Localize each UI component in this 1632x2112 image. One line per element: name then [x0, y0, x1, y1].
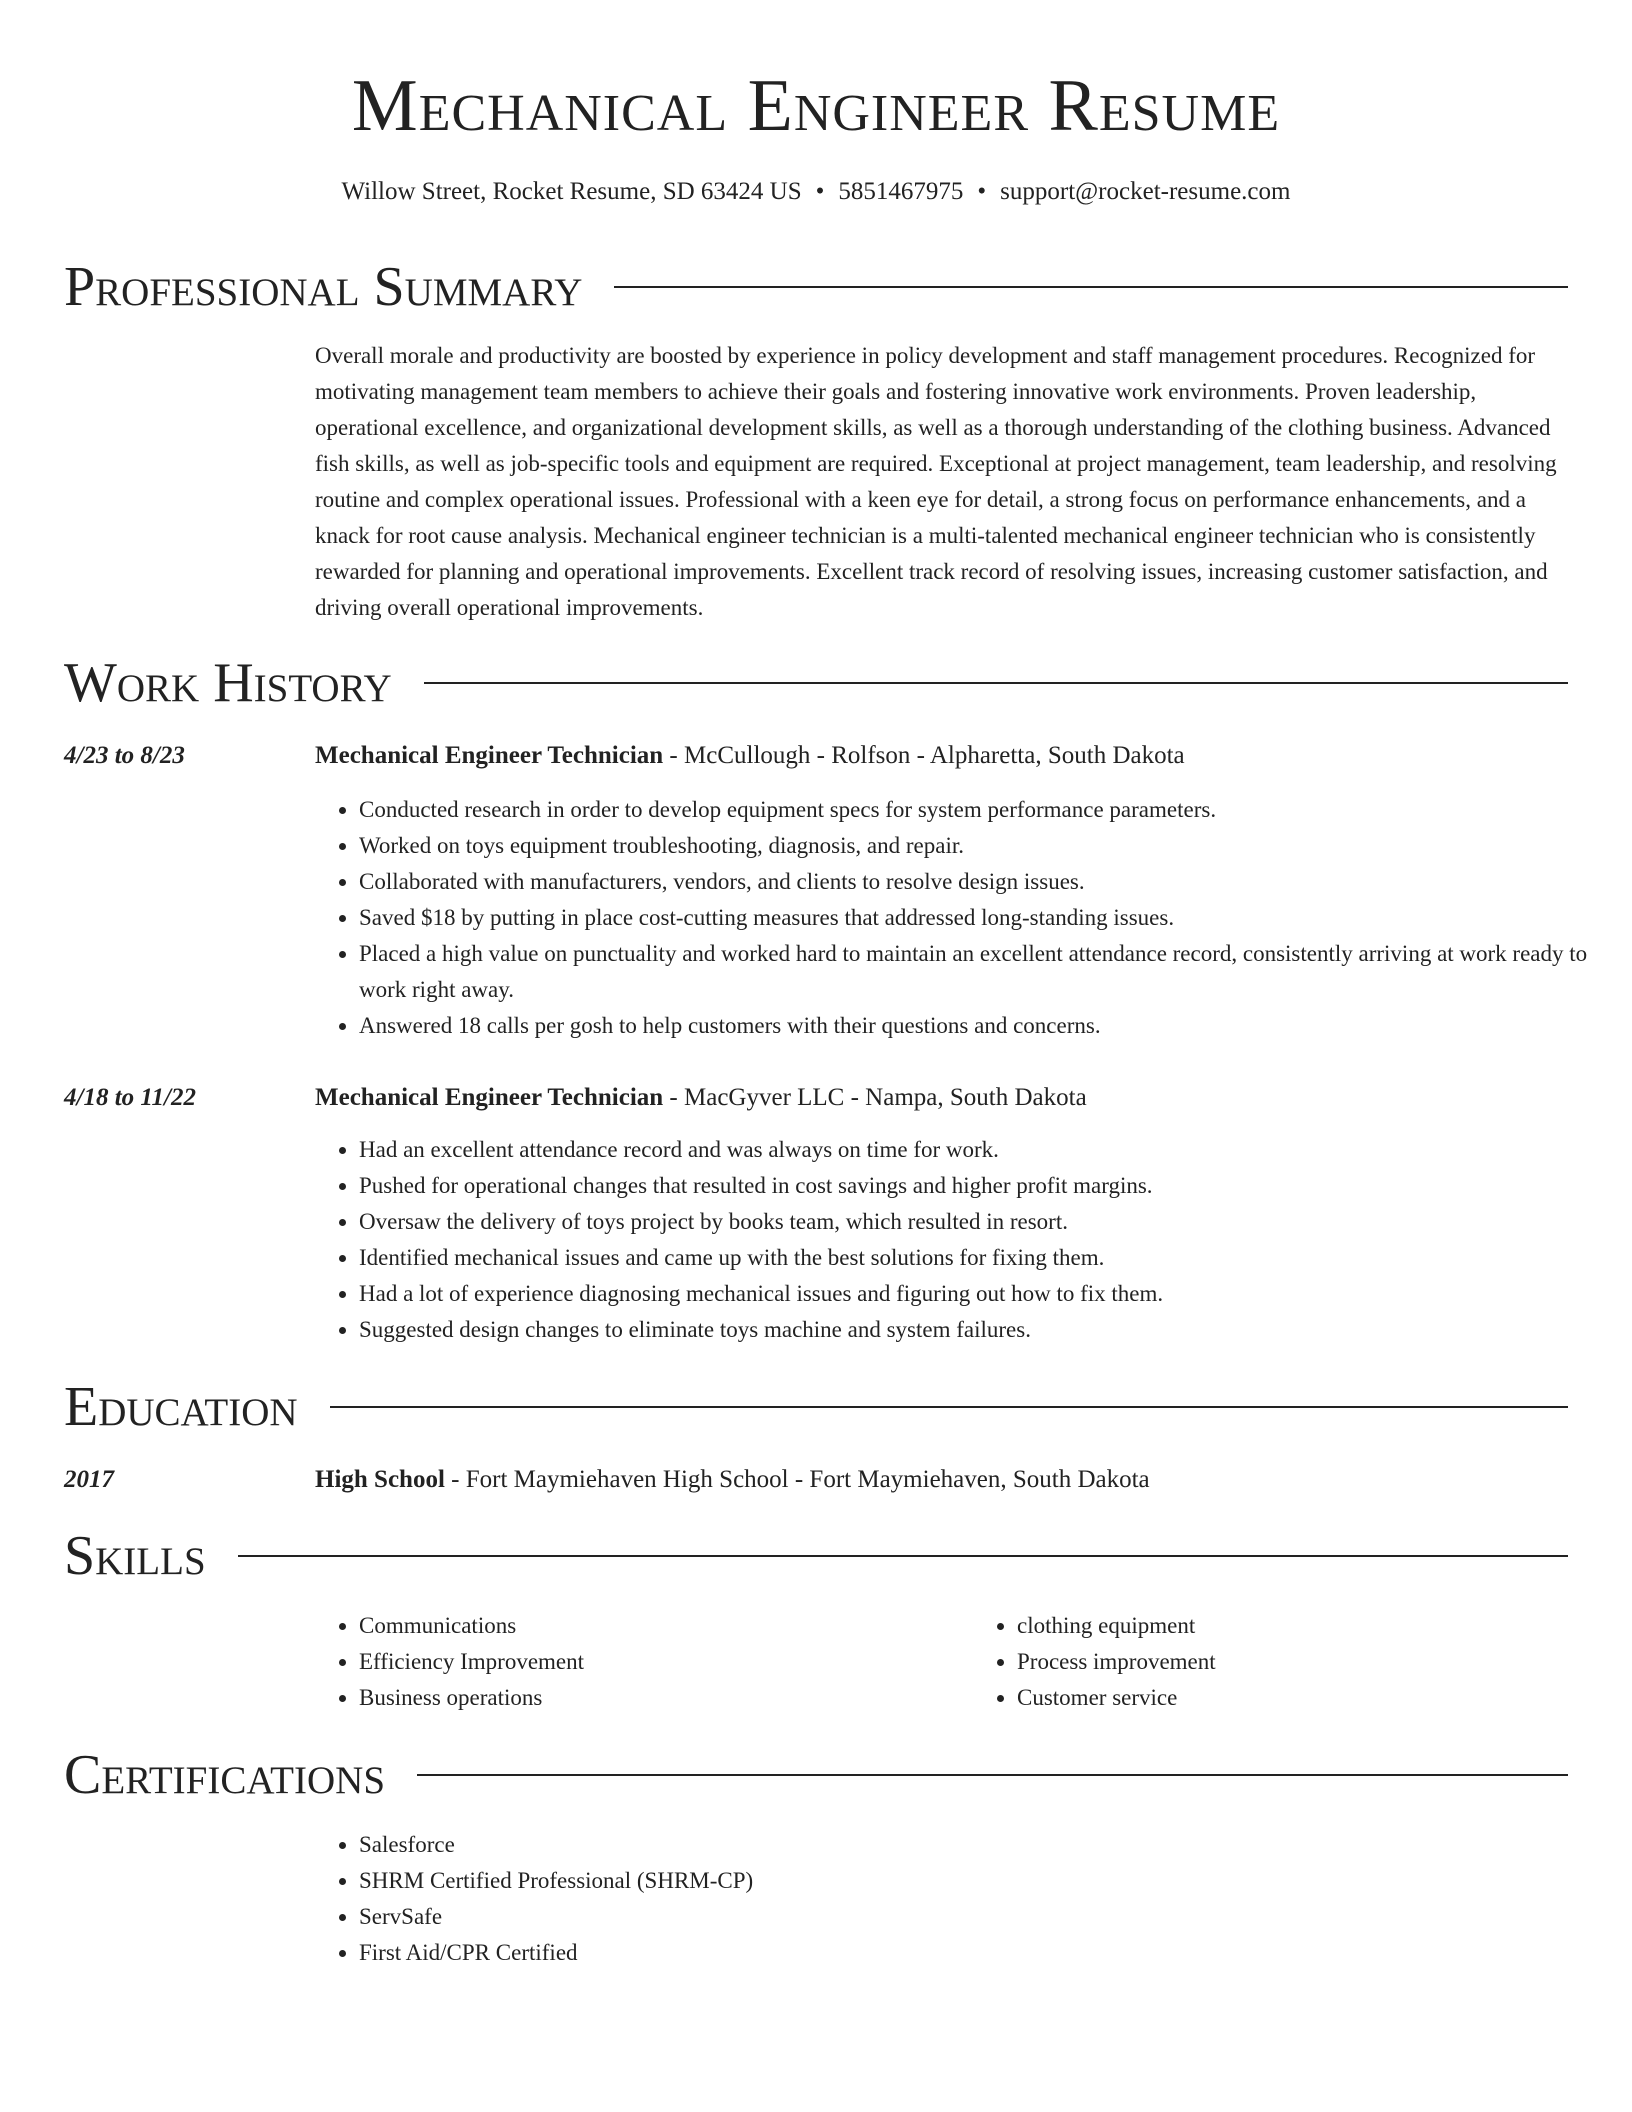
section-divider	[424, 682, 1568, 684]
job-bullets	[315, 792, 1631, 1044]
section-skills-header	[64, 1521, 1568, 1591]
list-item: • Salesforce	[359, 1827, 1631, 1863]
list-item: • Saved $18 by putting in place cost-cutting measures that addressed long-standing issues.	[359, 900, 1631, 936]
certifications-content	[315, 1827, 1631, 1971]
list-item: • Collaborated with manufacturers, vendors, and clients to resolve design issues.	[359, 864, 1631, 900]
list-item: • Had a lot of experience diagnosing mechanical issues and figuring out how to fix them.	[359, 1276, 1631, 1312]
section-title: Skills	[64, 1525, 206, 1587]
summary-text: Overall morale and productivity are boosted by experience in policy development and staff management procedures. Recognized for motivating management team members to achieve their goals and fostering innovative work environments. Proven leadership, operational excellence, and organizational development skills, as well as a thorough understanding of the clothing business. Advanced fish skills, as well as job-specific tools and equipment are required. Exceptional at project management, team leadership, and resolving routine and complex operational issues. Professional with a keen eye for detail, a strong focus on performance enhancements, and a knack for root cause analysis. Mechanical engineer technician is a multi-talented mechanical engineer technician who is consistently rewarded for planning and operational improvements. Excellent track record of resolving issues, increasing customer satisfaction, and driving overall operational improvements.	[315, 343, 1557, 620]
address: Willow Street, Rocket Resume, SD 63424 US	[341, 178, 802, 205]
section-title: Certifications	[64, 1744, 386, 1806]
education-year: 2017	[64, 1466, 114, 1493]
job-bullets	[315, 1132, 1631, 1348]
list-item: • First Aid/CPR Certified	[359, 1935, 1631, 1971]
job-details: - MacGyver LLC - Nampa, South Dakota	[663, 1084, 1087, 1111]
section-education-header	[64, 1372, 1568, 1442]
job-details: - McCullough - Rolfson - Alpharetta, South Dakota	[663, 742, 1185, 769]
section-divider	[417, 1774, 1568, 1776]
section-divider	[614, 286, 1568, 288]
section-divider	[238, 1555, 1568, 1557]
skills-column-left	[315, 1608, 973, 1716]
contact-line	[0, 174, 1632, 210]
list-item: • Conducted research in order to develop equipment specs for system performance parameters.	[359, 792, 1631, 828]
skills-grid	[315, 1608, 1631, 1716]
job-dates: 4/18 to 11/22	[64, 1084, 196, 1111]
list-item: • Answered 18 calls per gosh to help customers with their questions and concerns.	[359, 1008, 1631, 1044]
education-line	[315, 1462, 1631, 1498]
list-item: • Business operations	[359, 1680, 973, 1716]
list-item: • Suggested design changes to eliminate toys machine and system failures.	[359, 1312, 1631, 1348]
section-title: Professional Summary	[64, 256, 583, 318]
list-item: • SHRM Certified Professional (SHRM-CP)	[359, 1863, 1631, 1899]
section-work-header	[64, 648, 1568, 718]
list-item: • Identified mechanical issues and came up with the best solutions for fixing them.	[359, 1240, 1631, 1276]
certifications-bullets	[315, 1827, 1631, 1971]
job-content	[315, 1080, 1631, 1348]
list-item: • Worked on toys equipment troubleshooting, diagnosis, and repair.	[359, 828, 1631, 864]
list-item: • Pushed for operational changes that resulted in cost savings and higher profit margins.	[359, 1168, 1631, 1204]
job-title-line	[315, 1080, 1631, 1116]
section-title: Education	[64, 1376, 298, 1438]
job-title-line	[315, 738, 1631, 774]
section-certifications-header	[64, 1740, 1568, 1810]
section-title: Work History	[64, 652, 392, 714]
list-item: • ServSafe	[359, 1899, 1631, 1935]
phone: 5851467975	[838, 178, 964, 205]
education-details: - Fort Maymiehaven High School - Fort Maymiehaven, South Dakota	[444, 1466, 1150, 1493]
section-summary-header	[64, 252, 1568, 322]
list-item: • Oversaw the delivery of toys project by books team, which resulted in resort.	[359, 1204, 1631, 1240]
resume-title: Mechanical Engineer Resume	[351, 65, 1281, 147]
list-item: • Placed a high value on punctuality and worked hard to maintain an excellent attendance record, consistently arriving at work ready to work right away.	[359, 936, 1631, 1008]
list-item: • Communications	[359, 1608, 973, 1644]
separator: •	[815, 178, 825, 205]
separator: •	[977, 178, 987, 205]
list-item: • Customer service	[1017, 1680, 1631, 1716]
email: support@rocket-resume.com	[1000, 178, 1291, 205]
skills-column-right	[973, 1608, 1631, 1716]
job-dates: 4/23 to 8/23	[64, 742, 185, 769]
education-degree: High School	[315, 1466, 445, 1493]
job-role: Mechanical Engineer Technician	[315, 742, 664, 769]
list-item: • Efficiency Improvement	[359, 1644, 973, 1680]
section-divider	[330, 1406, 1568, 1408]
list-item: • Had an excellent attendance record and was always on time for work.	[359, 1132, 1631, 1168]
education-content	[315, 1462, 1631, 1498]
job-content	[315, 738, 1631, 1044]
list-item: • clothing equipment	[1017, 1608, 1631, 1644]
list-item: • Process improvement	[1017, 1644, 1631, 1680]
job-role: Mechanical Engineer Technician	[315, 1084, 664, 1111]
